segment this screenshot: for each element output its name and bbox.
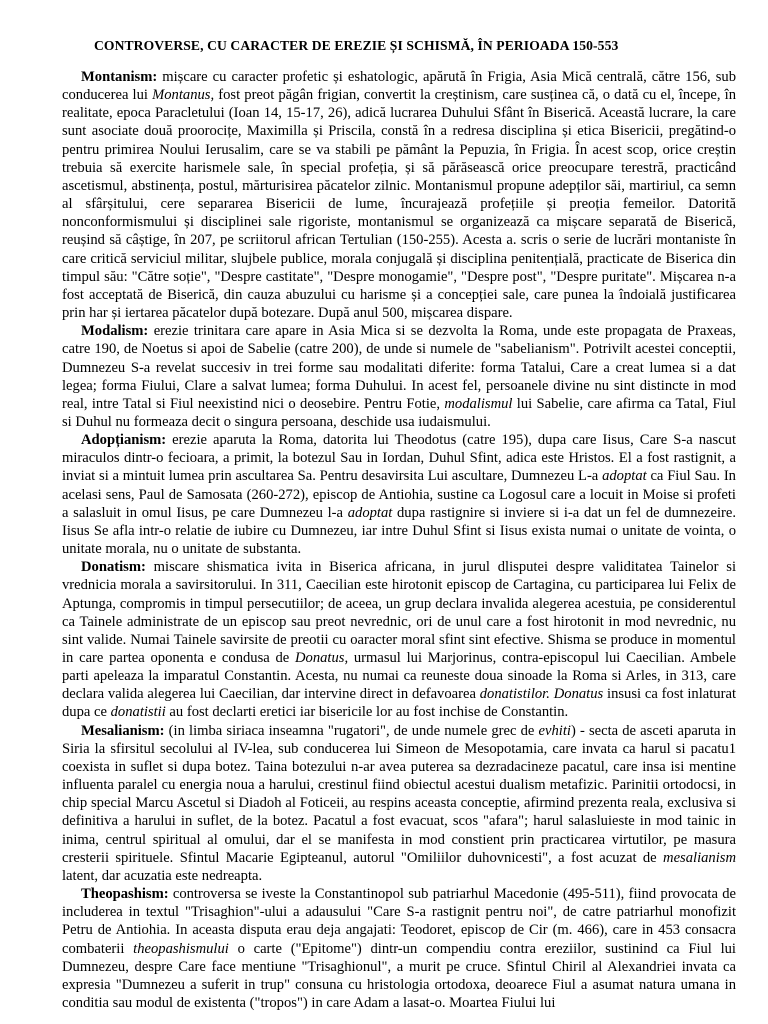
- entry-adoptianism: [62, 431, 736, 558]
- entry-text-italic: Donatus: [553, 686, 604, 703]
- entry-text-italic: mesalianism: [663, 849, 736, 866]
- entry-text-italic: evhiti: [538, 722, 571, 739]
- entry-montanism: [62, 68, 736, 322]
- entry-text: ca Fiul Sau. In acelasi sens, Paul de Samosata (260-272), episcop de Antiohia, sustine ca Logosul care a locuit in Moise si profeti a salasluit in omul Iisus, pe care Dumnezeu l-a: [62, 468, 736, 521]
- entry-text: latent, dar acuzatia este nedreapta.: [62, 867, 263, 884]
- entry-text: o carte ("Epitome") dintr-un compendiu contra ereziilor, sustinind ca Fiul lui Dumnezeu, despre Care face mentiune "Trisaghionul", a murit pe cruce. Sfintul Chiril al Alexandriei invata ca expresia "Dumnezeu a suferit in trup" consuna cu hristologia ortodoxa, deoarece Fiul a asumat natura umana in conditia sau modul de existenta ("tropos") in care Adam a lasat-o. Moartea Fiului lui: [62, 940, 736, 1011]
- entry-text: erezie trinitara care apare in Asia Mica si se dezvolta la Roma, unde este propagata de Praxeas, catre 190, de Noetus si apoi de Sabelie (catre 200), de unde si numele de "sabelianism". Potrivilt acestei conceptii, Dumnezeu S-a revelat succesiv in trei forme sau modalitati diferite: forma Tatalui, Care a creat lumea si a dat legea; forma Fiului, Clare a salvat lumea; forma Duhului. In acest fel, persoanele divine nu sint distincte in mod real, intre Tatal si Fiul neexistind nici o deosebire. Pentru Fotie,: [62, 323, 736, 412]
- entry-text: erezie aparuta la Roma, datorita lui Theodotus (catre 195), dupa care Iisus, Care S-a nascut miraculos dintr-o fecioara, a primit, la botezul Sau in Iordan, Duhul Sfint, adica este Hristos. El a fost rastignit, a inviat si a mintuit lumea prin ascultarea Sa. Pentru desavirsita Lui ascultare, Dumnezeu L-a: [62, 432, 736, 485]
- entry-theopashism: [62, 885, 736, 1012]
- entry-text-italic: adoptat: [602, 468, 647, 485]
- entry-text: au fost declarti eretici iar bisericile lor au fost inchise de Constantin.: [165, 704, 569, 721]
- entry-text: lui Sabelie, care afirma ca Tatal, Fiul si Duhul nu formeaza decit o singura persoana, deschide usa iudaismului.: [62, 395, 736, 430]
- entry-text-italic: donatistilor.: [479, 686, 550, 703]
- entry-text-italic: Montanus,: [152, 87, 215, 104]
- entry-text: ) - secta de asceti aparuta in Siria la sfirsitul secolului al IV-lea, sub conducerea lui Simeon de Mesopotamia, care invata ca harul si pacatu1 coexista in suflet si dupa botez. Taina botezului n-ar avea puterea sa dezradacineze pacatul, care insa isi mentine influenta paralel cu energia noua a harului, crestinul fiind obiectul acestui dualism metafizic. Parinitii ortodocsi, in chip special Marcu Ascetul si Diadoh al Foticeii, au respins aceasta conceptie, afirmind prezenta reala, exclusiva si definitiva a harului in suflet, de la botez. Pacatul a fost evacuat, scos "afara"; harul salasluieste in mod tainic in inima, centrul spiritual al omului, dar el se manifesta in mod constient prin practicarea virtutilor, pe masura cresterii spirituele. Sfintul Macarie Egipteanul, autorul "Omiliilor duhovnicesti", a fost acuzat de: [62, 722, 736, 866]
- entry-text-italic: Donatus,: [295, 650, 349, 666]
- entry-text: mișcare cu caracter profetic și eshatologic, apărută în Frigia, Asia Mică centrală, către 156, sub conducerea lui: [62, 69, 736, 104]
- entry-modalism: [62, 322, 736, 431]
- document-title: CONTROVERSE, CU CARACTER DE EREZIE ȘI SCHISMĂ, ÎN PERIOADA 150-553: [94, 38, 619, 53]
- entry-text: (in limba siriaca inseamna "rugatori", de unde numele grec de: [164, 722, 539, 739]
- entry-text: fost preot păgân frigian, convertit la creștinism, care susținea că, o dată cu el, începe, în realitate, epoca Paracletului (Ioan 14, 15-17, 26), adică lucrarea Duhului Sfânt în Biserică. Această lucrare, la care sunt asociate două proorocițe, Maximilla și Priscila, constă în a redresa disciplina și etica Bisericii, pregătind-o pentru primirea Noului Ierusalim, care se va stabili pe pământ la Pepuzia, în Frigia. În acest scop, orice creștin trebuia să exercite harismele sale, în special profeția, și să părăsească orice preocupare terestră, practicând ascetismul, abstinența, postul, mărturisirea păcatelor zilnic. Montanismul propune adepților săi, martiriul, ca semn al sfârșitului, cere separarea Bisericii de lume, încurajează profețiile și preoția femeilor. Datorită nonconformismului și disciplinei sale rigoriste, montanismul se organizează ca mișcare separată de Biserică, reușind să câștige, în 207, pe scriitorul african Tertulian (150-255). Acesta a. scris o serie de lucrări montaniste în care critică serviciul militar, slujbele publice, morala conjugală și disciplina penitențială, practicate de Biserica din timpul său: "Către soție", "Despre castitate", "Despre monogamie", "Despre post", "Despre puritate". Mișcarea n-a fost acceptată de Biserică, din cauza abuzului cu harisme și a concepției sale, care punea la îndoială justificarea prin har și iertarea păcatelor după botezare. După anul 500, mișcarea dispare.: [62, 87, 736, 322]
- entry-text: dupa rastignire si inviere si i-a dat un fel de dumnezeire. Iisus Se afla intr-o relatie de iubire cu Dumnezeu, iar intre Duhul Sfint si Iisus exista numai o unitate de vointa, o unitate morala, nu o unitate de substanta.: [62, 504, 737, 558]
- entry-text: miscare shismatica ivita in Biserica africana, in jurul dlisputei despre validitatea Tainelor si vrednicia morala a savirsitorului. In 311, Caecilian este hirotonit episcop de Cartagina, cu participarea lui Felix de Aptunga, compromis in timpul persecutiilor; de aceea, un grup declara invalida alegerea acestuia, pe considerentul ca Tainele administrate de un episcop sau preot nevrednic, ori de unul care a fost hirotonit in mod nevrednic, nu sint valide. Numai Tainele savirsite de preotii cu oaracter moral sfint sint efective. Shisma se produce in momentul in care partea oponenta e condusa de: [62, 559, 736, 666]
- entry-term: Mesalianism:: [81, 722, 165, 739]
- entry-text: insusi ca fost inlaturat dupa ce: [62, 686, 736, 721]
- entry-term: Adopțianism:: [81, 432, 167, 449]
- entry-term: Theopashism:: [81, 886, 169, 903]
- entry-text: controversa se iveste la Constantinopol sub patriarhul Macedonie (495-511), fiind provocata de includerea in textul "Trisaghion"-ului a adausului "Care S-a rastignit pentru noi", de catre patriarhul monofizit Petru de Antiohia. In aceasta disputa erau deja angajati: Teodoret, episcop de Cir (m. 466), care in 453 consacra combaterii: [62, 886, 736, 957]
- entry-text-italic: adoptat: [347, 504, 393, 521]
- entry-text: urmasul lui Marjorinus, contra-episcopul lui Caecilian. Ambele parti apeleaza la imparatul Constantin. Acesta, nu numai ca reuneste doua sinoade la Roma si Arles, in 313, care declara valida alegerea lui Caecilian, dar intervine direct in defavoarea: [62, 650, 736, 703]
- entry-text-italic: donatistii: [110, 704, 166, 721]
- entry-term: Montanism:: [81, 69, 158, 85]
- entry-text-italic: theopashismului: [133, 940, 229, 957]
- entry-mesalianism: [62, 722, 736, 885]
- entry-text-italic: modalismul: [444, 395, 513, 412]
- entry-term: Donatism:: [81, 559, 146, 576]
- entry-donatism: [62, 558, 736, 721]
- entry-term: Modalism:: [81, 323, 149, 340]
